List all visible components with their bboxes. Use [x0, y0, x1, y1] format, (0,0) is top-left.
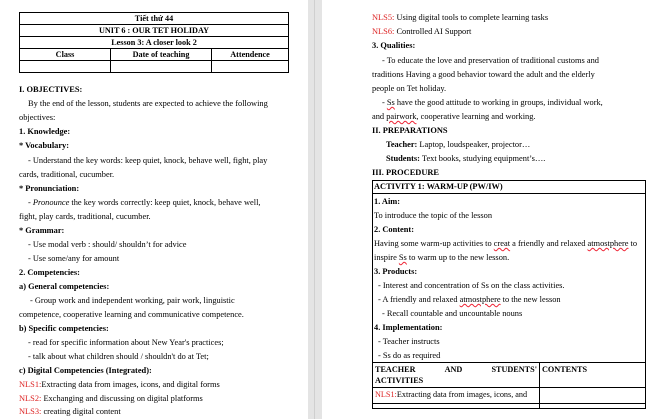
aim-line: To introduce the topic of the lesson [374, 211, 493, 220]
nls3-line: NLS3: creating digital content [19, 407, 121, 416]
document-page-right [322, 0, 650, 419]
header-word: ACTIVITIES [375, 376, 424, 385]
implementation-line: - Ss do as required [378, 351, 441, 360]
qualities-line: and pairwork, cooperative learning and working. [372, 112, 536, 121]
header-word: AND [444, 365, 463, 374]
qualities-line: traditions Having a good behavior toward the adult and the elderly [372, 70, 595, 79]
pronunciation-line: fight, play cards, traditional, cucumber. [19, 212, 151, 221]
pronunciation-heading: * Pronunciation: [19, 184, 80, 193]
intro-line: objectives: [19, 113, 56, 122]
date-cell [111, 61, 212, 73]
grammar-line: - Use some/any for amount [28, 254, 120, 263]
pronunciation-line: - Pronounce the key words correctly: keep quiet, knock, behave well, [28, 198, 261, 207]
general-competencies-line: competence, cooperative learning and communicative competence. [19, 310, 244, 319]
procedure-heading: III. PROCEDURE [372, 168, 440, 177]
nls2-line: NLS2: Exchanging and discussing on digital platforms [19, 394, 203, 403]
activity-title-divider [372, 193, 646, 194]
teacher-preparation-line: Teacher: Laptop, loudspeaker, projector… [386, 140, 531, 149]
preparations-heading: II. PREPARATIONS [372, 126, 448, 135]
specific-competencies-line: - talk about what children should / shouldn't do at Tet; [28, 352, 209, 361]
specific-competencies-line: - read for specific information about New Year's practices; [28, 338, 224, 347]
page-gutter [308, 0, 322, 419]
general-competencies-heading: a) General competencies: [19, 282, 110, 291]
implementation-heading: 4. Implementation: [374, 323, 443, 332]
grammar-heading: * Grammar: [19, 226, 65, 235]
qualities-line: - To educate the love and preservation of traditional customs and [382, 56, 599, 65]
intro-line: By the end of the lesson, students are expected to achieve the following [28, 99, 268, 108]
digital-competencies-heading: c) Digital Competencies (Integrated): [19, 366, 152, 375]
content-line: inspire Ss to warm up to the new lesson. [374, 253, 510, 262]
unit-cell: UNIT 6 : OUR TET HOLIDAY [20, 25, 289, 37]
class-cell [20, 61, 111, 73]
document-page-left [0, 0, 308, 419]
grammar-line: - Use modal verb : should/ shouldn’t for advice [28, 240, 187, 249]
implementation-line: - Teacher instructs [378, 337, 440, 346]
products-heading: 3. Products: [374, 267, 418, 276]
nls1-cell: NLS1:Extracting data from images, icons, and [373, 388, 540, 409]
content-line: Having some warm-up activities to creat a friendly and relaxed atmostphere to [374, 239, 638, 248]
lesson-cell: Lesson 3: A closer look 2 [20, 37, 289, 49]
header-word: STUDENTS' [491, 365, 537, 374]
lesson-header-table [19, 12, 289, 73]
general-competencies-line: - Group work and independent working, pair work, linguistic [30, 296, 235, 305]
knowledge-heading: 1. Knowledge: [19, 127, 71, 136]
nls1-line: NLS1:Extracting data from images, icons, and digital forms [19, 380, 220, 389]
vocabulary-line: cards, traditional, cucumber. [19, 170, 115, 179]
nls5-line: NLS5: Using digital tools to complete learning tasks [372, 13, 549, 22]
qualities-line: people on Tet holiday. [372, 84, 447, 93]
qualities-heading: 3. Qualities: [372, 41, 416, 50]
date-col-header: Date of teaching [111, 49, 212, 61]
products-line: - A friendly and relaxed atmostphere to the new lesson [378, 295, 561, 304]
teacher-students-table [372, 362, 646, 409]
class-col-header: Class [20, 49, 111, 61]
attendance-col-header: Attendence [212, 49, 289, 61]
nls6-line: NLS6: Controlled AI Support [372, 27, 472, 36]
content-heading: 2. Content: [374, 225, 415, 234]
header-word: TEACHER [375, 365, 416, 374]
products-line: - Interest and concentration of Ss on the class activities. [378, 281, 565, 290]
products-line: - Recall countable and uncountable nouns [382, 309, 523, 318]
attendance-cell [212, 61, 289, 73]
contents-cell [540, 388, 646, 409]
teacher-students-header [373, 363, 540, 388]
objectives-heading: I. OBJECTIVES: [19, 85, 83, 94]
aim-heading: 1. Aim: [374, 197, 401, 206]
activity-title: ACTIVITY 1: WARM-UP (PW/IW) [374, 182, 503, 191]
contents-header: CONTENTS [540, 363, 646, 388]
specific-competencies-heading: b) Specific competencies: [19, 324, 109, 333]
period-cell: Tiết thứ 44 [20, 13, 289, 25]
vocabulary-line: - Understand the key words: keep quiet, knock, behave well, fight, play [28, 156, 268, 165]
qualities-line: - Ss have the good attitude to working in groups, individual work, [382, 98, 603, 107]
students-preparation-line: Students: Text books, studying equipment’s…. [386, 154, 546, 163]
vocabulary-heading: * Vocabulary: [19, 141, 70, 150]
competencies-heading: 2. Competencies: [19, 268, 80, 277]
